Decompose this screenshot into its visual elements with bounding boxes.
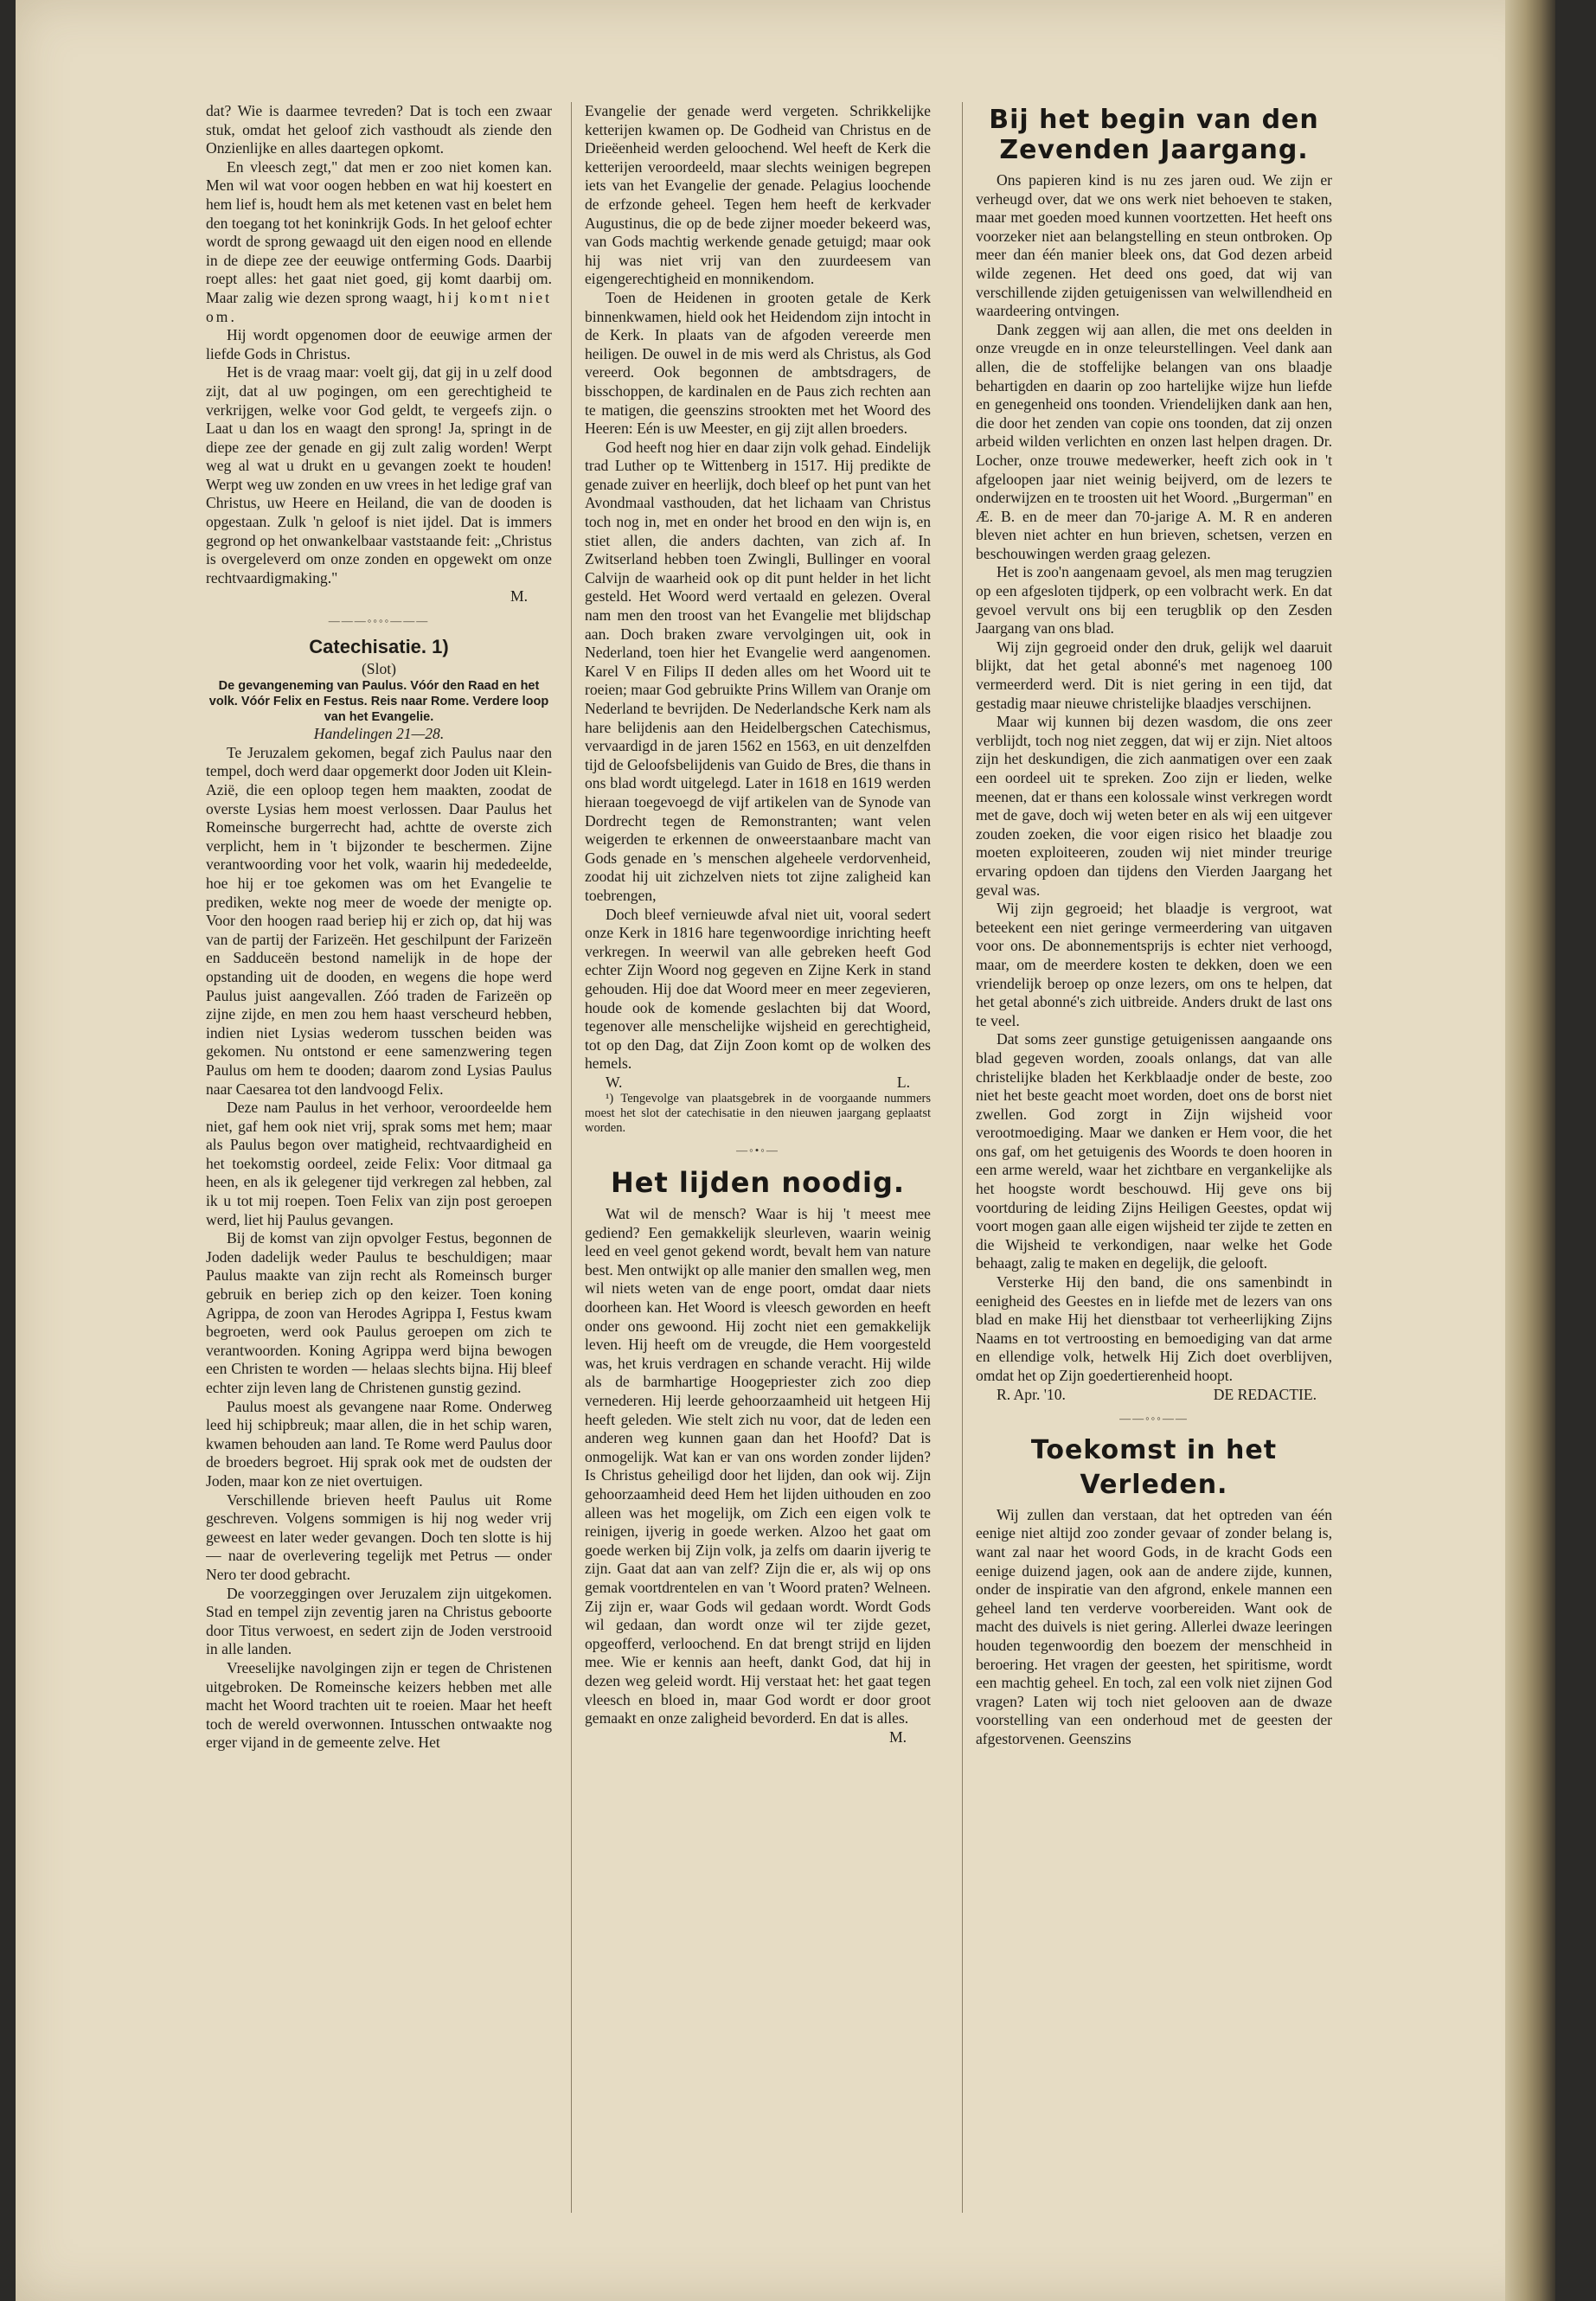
divider-ornament: ——◦◦◦—— [1119,1412,1189,1426]
paragraph: Maar wij kunnen bij dezen wasdom, die ons zeer verblijdt, toch nog niet zeggen, dat wij er zijn. Niet altoos zijn het deskundigen, die zich aanmatigen over een zaak een oordeel uit te spreken. Zoo zijn er lieden, welke meenen, dat er thans een kolossale winst verkregen wordt met de gave, doch wij weten beter en als wij een uitgever zouden zoeken, die voor eigen risico het blaadje zou moeten exploiteeren, zouden wij niet minder treurige ervaring opdoen dan tijdens den Vierden Jaargang het geval was. [976,713,1332,899]
paragraph: God heeft nog hier en daar zijn volk gehad. Eindelijk trad Luther op te Wittenberg in 1517. Hij predikte de genade zuiver en heerlijk, doch bleef op het punt van het Avondmaal vasthouden, dat het lichaam van Christus toch nog in, met en onder het brood en den wijn is, en stiet allen, die anders dachten, van zich af. In Zwitserland hebben toen Zwingli, Bullinger en vooral Calvijn de waarheid ook op dit punt helder in het licht gesteld. Het Woord werd vertaald en gelezen. Overal nam men den troost van het Evangelie met blijdschap aan. Doch braken zware vervolgingen uit, ook in Nederland, toen hier het Evangelie werd aangenomen. Karel V en Filips II deden alles om het Woord uit te roeien; maar God gebruikte Prins Willem van Oranje om Nederland te bevrijden. De Nederlandsche Kerk nam als hare belijdenis aan den Heidelbergschen Catechismus, vervaardigd in de jaren 1562 en 1563, en uit denzelfden tijd de Geloofsbelijdenis van Guido de Bres, die thans in ons blad wordt uitgelegd. Later in 1618 en 1619 werden hieraan toegevoegd de vijf artikelen van de Synode van Dordrecht tegen de Remonstranten; want velen weigerden te erkennen de onweerstaanbare macht van Gods genade en 's menschen algeheele verdorvenheid, zoodat hij uit zichzelven niets tot zijne zaligheid kan toebrengen, [585,438,931,904]
paragraph: Wij zullen dan verstaan, dat het optreden van één eenige niet altijd zoo zonder gevaar of zonder belang is, want zal naar het woord Gods, in de kracht Gods een eenige duizend jagen, ook aan de andere zijde, kunnen, onder de inspiratie van den afgrond, enkele mannen een geheel land ten verderve voorbereiden. Want ook de macht des duivels is niet gering. Allerlei dwaze leeringen houden tegenwoordig den boezem der menschheid in beroering. Het vragen der geesten, het spiritisme, wordt een machtig geheel. En toch, zal een volk niet zijnen God vragen? Laten wij toch niet gelooven aan de dwaze voorstelling van een onderhoud met de geesten der afgestorvenen. Geenszins [976,1505,1332,1747]
paragraph: dat? Wie is daarmee tevreden? Dat is toch een zwaar stuk, omdat het geloof zich vasthoudt als ziende den Onzienlijke en alles daartegen opkomt. [206,102,552,157]
paragraph: Hij wordt opgenomen door de eeuwige armen der liefde Gods in Christus. [206,326,552,362]
paragraph-text: En vleesch zegt," dat men er zoo niet komen kan. Men wil wat voor oogen hebben en wat hij koestert en hem lief is, houdt hem als met ketenen vast en belet hem den toegang tot het koninkrijk Gods. In het geloof echter wordt de sprong gewaagd uit den eigen nood en ellende in de diepe zee der eeuwige ontferming Gods. Daarbij roept alles: het gaat niet goed, gij komt daarbij om. Maar zalig wie dezen sprong waagt, [206,157,552,306]
divider-ornament: ———◦◦◦◦——— [328,614,430,628]
paragraph: Wij zijn gegroeid; het blaadje is vergroot, wat beteekent een niet geringe vermeerdering van uitgaven voor ons. De abonnementsprijs is echter niet verhoogd, maar, om de meerdere kosten te dekken, doen we een vriendelijk beroep op onze lezers, om ons te helpen, dat het getal abonné's zich uitbreide. Anders drukt de last ons te veel. [976,900,1332,1029]
column-3 [976,102,1332,2239]
signature-initial: L. [896,1073,910,1091]
date: R. Apr. '10. [997,1385,1066,1403]
section-heading: Catechisatie. 1) [309,635,449,657]
paragraph: Doch bleef vernieuwde afval niet uit, vooral sedert onze Kerk in 1816 hare tegenwoordige inrichting heeft verkregen. In weerwil van alle gebreken heeft God echter Zijn Woord nog gegeven en Zijne Kerk in stand gehouden. Hij doe dat Woord meer en meer zegevieren, houde ook de komende geslachten bij dat Woord, tegenover alle menschelijke wijsheid en gerechtigheid, tot op den Dag, dat Zijn Zoon komt op de wolken des hemels. [585,905,931,1073]
paragraph: De voorzeggingen over Jeruzalem zijn uitgekomen. Stad en tempel zijn zeventig jaren na Christus geboorte door Titus verwoest, en sedert zijn de Joden verstrooid in alle landen. [206,1584,552,1658]
paragraph [206,158,552,326]
section-heading-line-2: Zevenden Jaargang. [999,135,1309,165]
section-heading: Toekomst in het Verleden. [1030,1434,1278,1500]
paragraph: Evangelie der genade werd vergeten. Schrikkelijke ketterijen kwamen op. De Godheid van Christus en de Drieëenheid werden geloochend. Wel heeft de Kerk die ketterijen veroordeeld, maar slechts weinigen begrepen iets van het Evangelie der genade. Pelagius loochende de erfzonde geheel. Tegen hem heeft de kerkvader Augustinus, die op de bede zijner moeder bekeerd was, van Gods machtig werkende genade getuigd; maar ook hij was niet vrij van den zuurdeesem van eigengerechtigheid en monnikendom. [585,102,931,288]
paragraph: Het is zoo'n aangenaam gevoel, als men mag terugzien op een afgesloten tijdperk, op een volbracht werk. En dat gevoel vervult ons bij een terugblik op den Zesden Jaargang van ons blad. [976,563,1332,638]
footnote: ¹) Tengevolge van plaatsgebrek in de voorgaande nummers moest het slot der catechisatie in den nieuwen jaargang geplaatst worden. [585,1092,931,1136]
paragraph: Wij zijn gegroeid onder den druk, gelijk wel daaruit blijkt, dat het getal abonné's met nagenoeg 100 vermeerderd werd. Dit is niet gering in een tijd, dat gestadig maar nieuwe christelijke blaadjes verschijnen. [976,638,1332,712]
editorial-signoff [976,1386,1332,1405]
paragraph: Deze nam Paulus in het verhoor, veroordeelde hem niet, gaf hem ook niet vrij, sprak soms met hem; maar als Paulus begon over matigheid, rechtvaardigheid en het toekomstig oordeel, zeide Felix: Voor ditmaal ga heen, en als ik gelegener tijd verkregen zal hebben, zal ik u tot mij roepen. Toen Felix van zijn post geroepen werd, liet hij Paulus gevangen. [206,1099,552,1228]
column-rule [962,102,963,2213]
spaced-emphasis: hij komt niet om. [206,288,552,325]
scripture-reference: Handelingen 21—28. [313,725,445,743]
paragraph: Het is de vraag maar: voelt gij, dat gij in u zelf dood zijt, dat al uw pogingen, om een gerechtigheid te verkrijgen, welke voor God geldt, te vergeefs zijn. o Laat u dan los en waagt den sprong! Ja, springt in de diepe zee der genade en gij zult zalig worden! Werpt weg al wat u drukt en u gevangen zoekt te houden! Werpt weg uw zonden en uw vrees in het ledige graf van Christus, uw Heere en Heiland, die van de dooden is opgestaan. Zulk 'n geloof is niet ijdel. Dat is immers gegrond op het onwankelbaar vaststaande feit: „Christus is overgeleverd om onze zonden en opgewekt om onze rechtvaardigmaking." [206,363,552,586]
column-2 [585,102,931,2239]
section-subheading: (Slot) [361,659,397,677]
paragraph: Dat soms zeer gunstige getuigenissen aangaande ons blad gegeven worden, zooals onlangs, dat van alle christelijke bladen het Kerkblaadje onder de beste, zoo niet het beste geacht moet worden, doet ons de borst niet zwellen. God zorgt in Zijn wijsheid voor verootmoediging. Maar we danken er Hem voor, die het ons gaf, om het getuigenis des Woords te doen hooren in een arme wereld, waar het zichtbare en vergankelijke als het hoogste wordt beschouwd. Hij geve ons bij voortduring de leiding Zijns Heiligen Geestes, opdat wij voort mogen gaan alle eigen wijsheid ter zijde te zetten en die Wijsheid te verkondigen, naar welke het Gode behaagt, zalig te maken en degelijk, die gelooft. [976,1030,1332,1272]
author-signature: M. [510,587,528,606]
paragraph: Te Jeruzalem gekomen, begaf zich Paulus naar den tempel, doch werd daar opgemerkt door Joden uit Klein-Azië, die een oploop tegen hem maakten, zoodat de overste Lysias hem moest verlossen. Daar Paulus het Romeinsche burgerrecht had, achtte de overste zich verplicht, hem in 't bijzonder te beschermen. Zijne verantwoording voor het volk, waarin hij mededeelde, hoe hij er toe gekomen was om het Evangelie te prediken, wekte nog meer de woede der menigte op. Voor den hoogen raad beriep hij er zich op, dat hij was van de partij der Farizeën. Het geschilpunt der Farizeën en Sadduceën bestond namelijk in de hope der opstanding uit de dooden, en wegens die hope werd Paulus juist aangevallen. Zóó traden de Farizeën op zijne zijde, en men zou hem haast verscheurd hebben, indien niet Lysias wederom tusschen beiden was gekomen. Nu ontstond er eene samenzwering tegen Paulus om hem te dooden; daarom zond Lysias Paulus naar Caesarea tot den landvoogd Felix. [206,743,552,1098]
column-rule [571,102,572,2213]
signature-initial: W. [606,1073,623,1091]
section-heading: Het lijden noodig. [610,1166,906,1200]
paragraph: Versterke Hij den band, die ons samenbindt in eenigheid des Geestes en in liefde met de lezers van ons blad en make Hij het dienstbaar tot verheerlijking Zijns Naams en tot vertroosting en bemoediging van dat arme en ellendige volk, hetwelk Hij Zich doet overblijven, omdat het op Zijn goedertierenheid hoopt. [976,1273,1332,1384]
author-signature [585,1074,931,1093]
section-heading: Bij het begin van den [989,105,1319,135]
paragraph: Paulus moest als gevangene naar Rome. Onderweg leed hij schipbreuk; maar allen, die in het schip waren, kwamen behouden aan land. Te Rome werd Paulus door de broeders begroet. Hij sprak ook met de oudsten der Joden, maar kon ze niet overtuigen. [206,1397,552,1490]
section-summary: De gevangeneming van Paulus. Vóór den Raad en het volk. Vóór Felix en Festus. Reis naar Rome. Verdere loop van het Evangelie. [208,679,549,725]
paragraph: Vreeselijke navolgingen zijn er tegen de Christenen uitgebroken. De Romeinsche keizers hebben met alle macht het Woord trachten uit te roeien. Maar het heeft toch de wereld overwonnen. Intusschen ontwaakte nog erger vijand in de gemeente zelve. Het [206,1658,552,1752]
paragraph: Wat wil de mensch? Waar is hij 't meest mee gediend? Een gemakkelijk sleurleven, waarin weinig leed en veel genot gekend wordt, bevalt hem van nature best. Men ontwijkt op alle manier den smallen weg, men wil niets weten van de enge poort, omdat daar niets doorheen kan. Het Woord is vleesch geworden en heeft onder ons gewoond. Hij zocht niet een gemakkelijk leven. Hij heeft om de vreugde, die Hem voorgesteld was, het kruis verdragen en schande veracht. Hij wilde als de barmhartige Hoogepriester zich zoo diep vernederen. Hij leerde gehoorzaamheid uit hetgeen Hij heeft geleden. Wie stelt zich nu voor, dat de leden een anderen weg kunnen gaan dan het Hoofd? Dat is onmogelijk. Wat kan er van ons worden zonder lijden? Is Christus geheiligd door het lijden, dan ook wij. Zijn gehoorzaamheid deed Hem het lijden uithouden en zoo alleen was het mogelijk, om Zich een eigen volk te reinigen, ijverig in goede werken. Alzoo het gaat om goede werken bij Zijn volk, ja zelfs om daarin ijverig te zijn. Gaat dat aan van zelf? Zijn die er, als wij op ons gemak voortdrentelen en van 't Woord praten? Welneen. Zij zijn er, waar Gods wil gedaan wordt. Wordt Gods wil gedaan, dan wordt onze wil ter zijde gezet, opgeofferd, verloochend. En dat brengt strijd en lijden mee. Wie er kennis aan heeft, dankt God, dat hij in dezen weg geleid wordt. Hij verstaat het: het gaat tegen vleesch en bloed in, maar God wordt er door groot gemaakt en onze zaligheid bevorderd. En dat is alles. [585,1205,931,1727]
column-1 [206,102,552,2239]
paragraph: Ons papieren kind is nu zes jaren oud. We zijn er verheugd over, dat we ons werk niet behoeven te staken, maar met goeden moed kunnen voortzetten. Het heeft ons voorzeker niet aan belangstelling en steun ontbroken. Op meer dan één manier bleek ons, dat God dezen arbeid wilde zegenen. Het deed ons goed, dat wij van verschillende zijden getuigenissen van welwillendheid en waardeering ontvingen. [976,171,1332,320]
divider-ornament: —◦•◦— [736,1144,779,1157]
editorial-signature: DE REDACTIE. [1213,1385,1317,1403]
paragraph: Dank zeggen wij aan allen, die met ons deelden in onze vreugde en in onze teleurstellingen. Veel dank aan allen, die de stoffelijke belangen van ons blaadje behartigden en daarin op zoo hartelijke wijze hun liefde en genegenheid ons toonden. Vriendelijken dank aan hen, die door het zenden van copie ons toonden, dat zij onzen arbeid wilden verlichten en onzen last helpen dragen. Dr. Locher, onze trouwe medewerker, heeft zich ook in 't afgeloopen jaar niet weinig beijverd, om de lezers te onderwijzen en te troosten uit het Woord. „Burgerman" en Æ. B. en de meer dan 70-jarige A. M. R en anderen bleven niet achter en hun brieven, schetsen, verzen en beschouwingen werden graag gelezen. [976,320,1332,562]
paragraph: Toen de Heidenen in grooten getale de Kerk binnenkwamen, hield ook het Heidendom zijn intocht in de Kerk. In plaats van de afgoden vereerde men heiligen. De ouwel in de mis werd als Christus, als God vereerd. Ook begonnen de ambtsdragers, de bisschoppen, de kardinalen en de Paus zich rechten aan te matigen, die geenszins strookten met het Woord des Heeren: Eén is uw Meester, en gij zijt allen broeders. [585,288,931,438]
paragraph: Bij de komst van zijn opvolger Festus, begonnen de Joden dadelijk weder Paulus te beschuldigen; maar Paulus maakte van zijn recht als Romeinsch burger gebruik en beriep zich op den keizer. Toen koning Agrippa, de zoon van Herodes Agrippa I, Festus kwam begroeten, werd ook Paulus geroepen om zich te verantwoorden. Koning Agrippa werd bijna bewogen een Christen te worden — helaas slechts bijna. Hij bleef echter zijn leven lang de Christenen gunstig gezind. [206,1229,552,1396]
author-signature: M. [888,1727,907,1746]
paragraph: Verschillende brieven heeft Paulus uit Rome geschreven. Volgens sommigen is hij nog weder vrij geweest en later weder gevangen. Doch ten slotte is hij — naar de overlevering tegelijk met Petrus — onder Nero ter dood gebracht. [206,1490,552,1583]
